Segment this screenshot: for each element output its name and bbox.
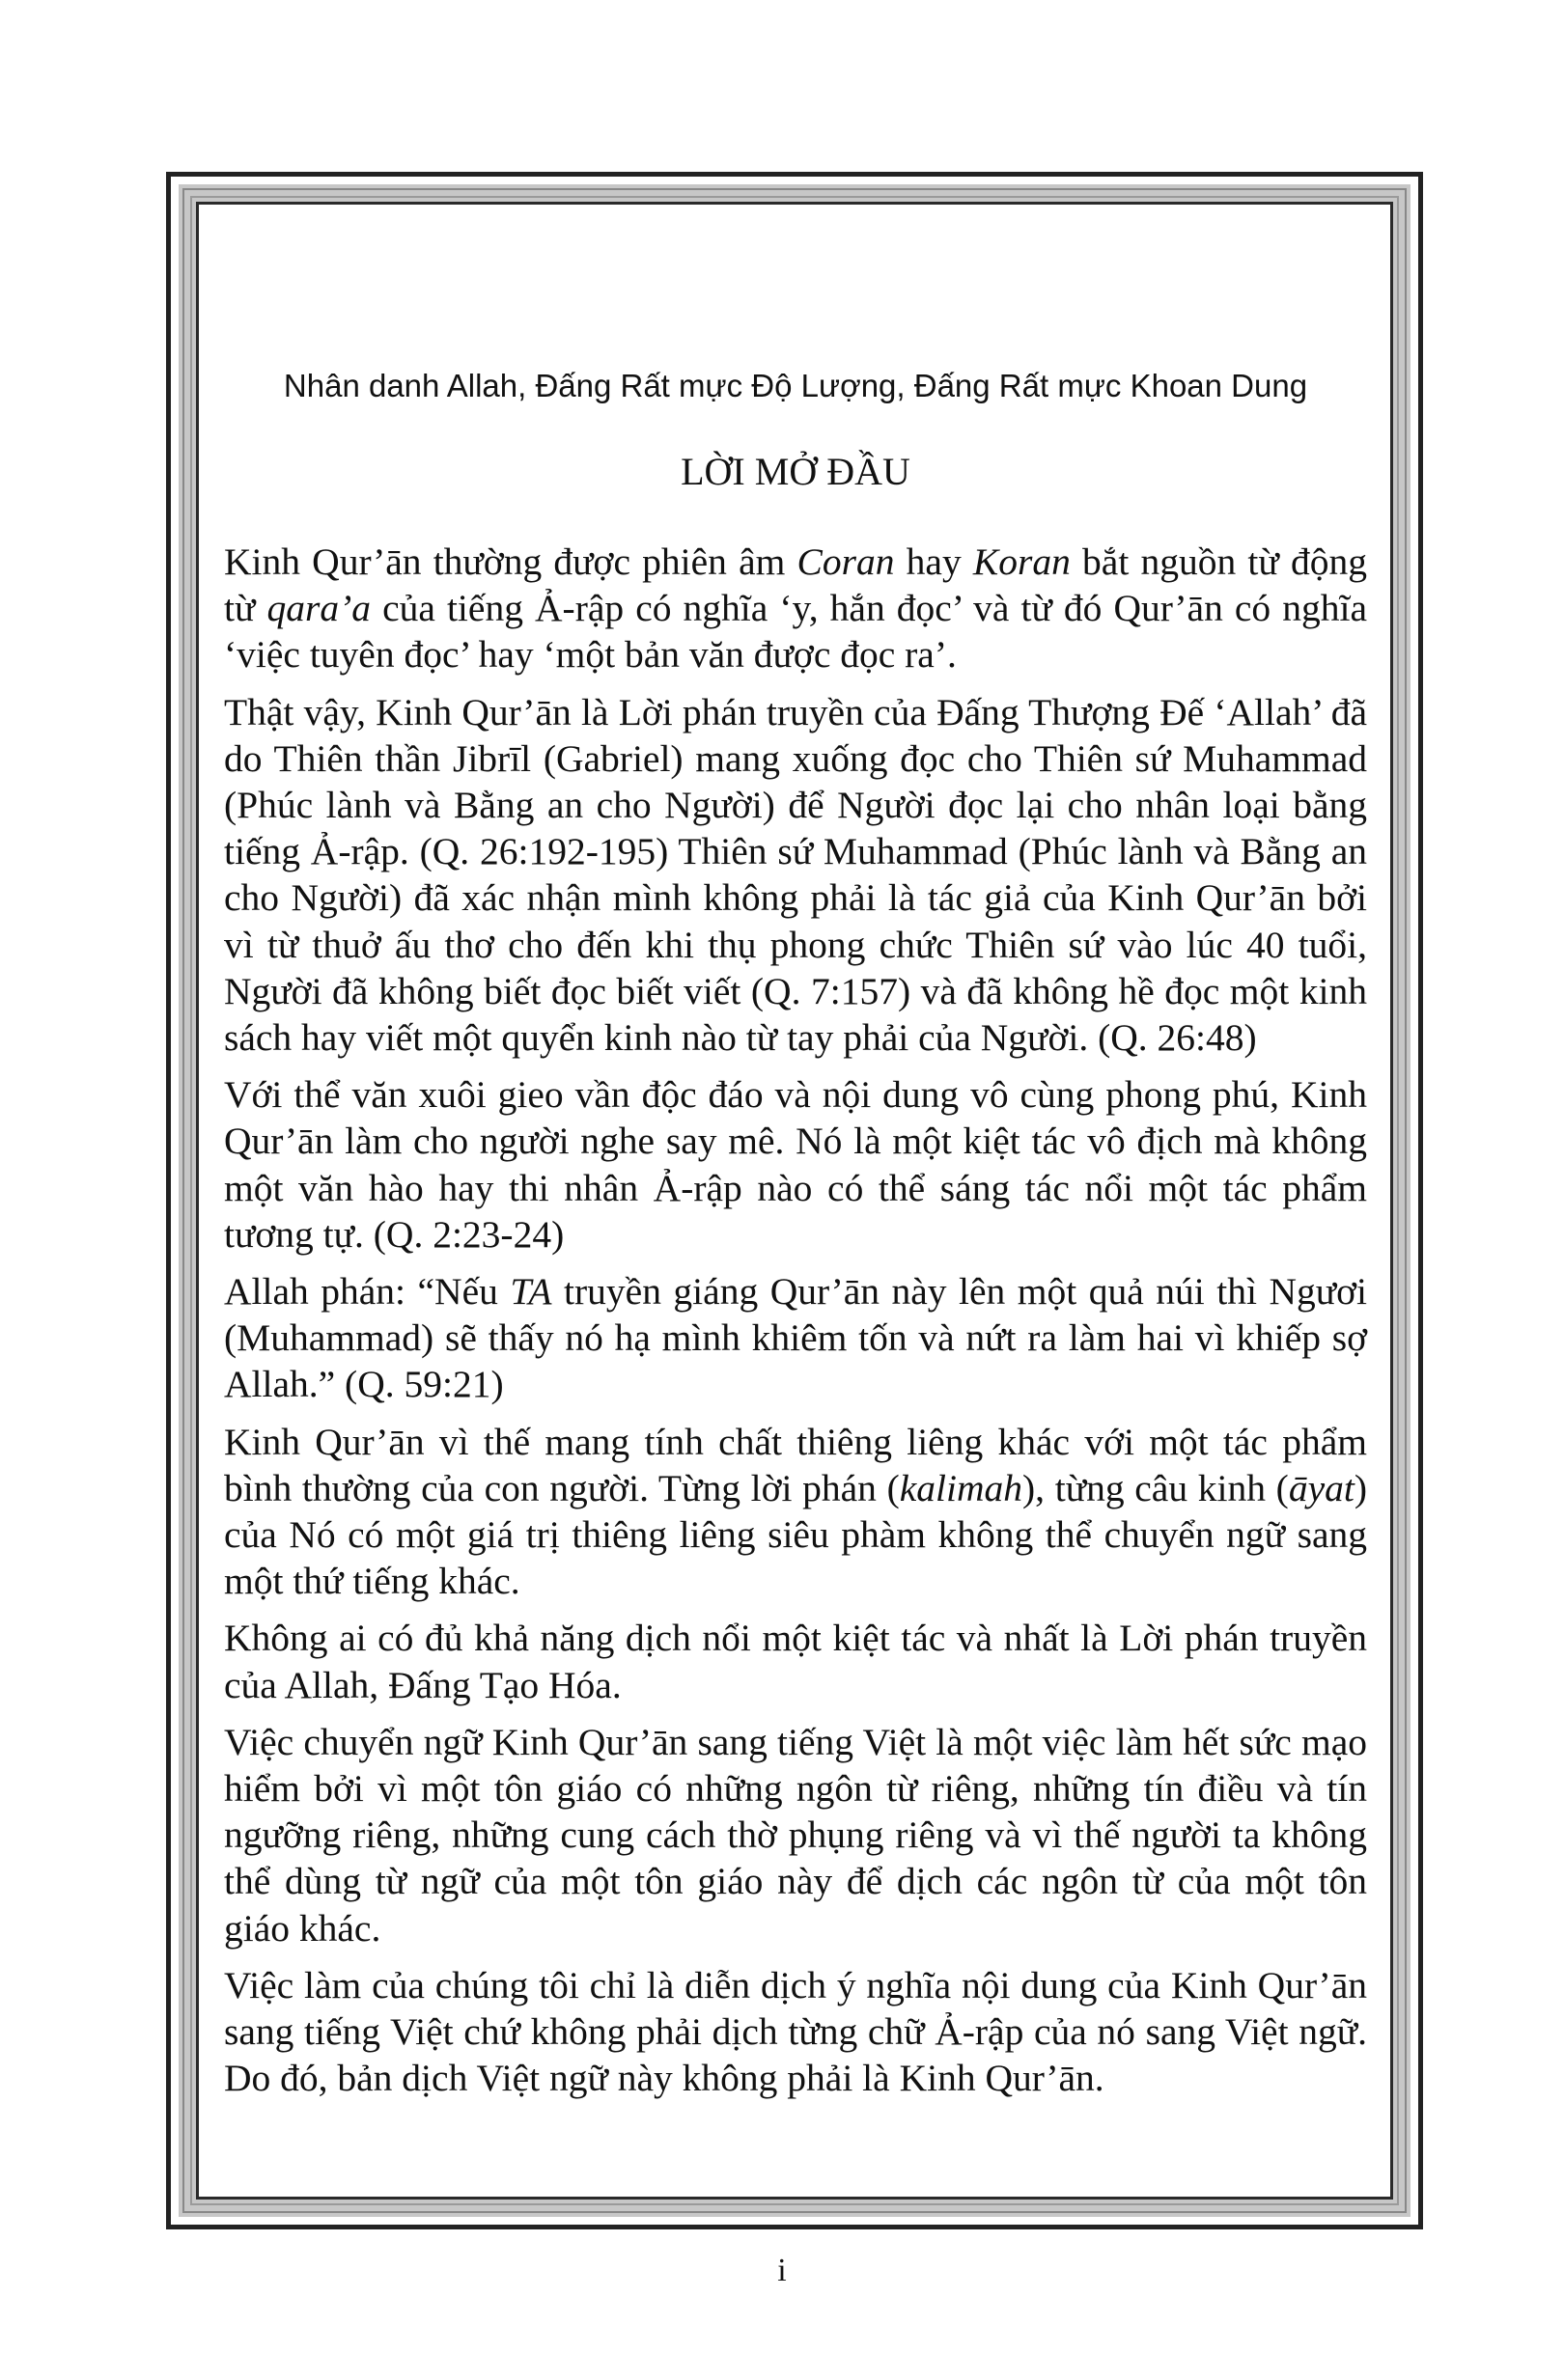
paragraph-2: Thật vậy, Kinh Qur’ān là Lời phán truyền của Đấng Thượng Đế ‘Allah’ đã do Thiên thần Jibrīl (Gabriel) mang xuống đọc cho Thiên sứ Muhammad (Phúc lành và Bằng an cho Người) để Người đọc lại cho nhân loại bằng tiếng Ả-rập. (Q. 26:192-195) Thiên sứ Muhammad (Phúc lành và Bằng an cho Người) đã xác nhận mình không phải là tác giả của Kinh Qur’ān bởi vì từ thuở ấu thơ cho đến khi thụ phong chức Thiên sứ vào lúc 40 tuổi, Người đã không biết đọc biết viết (Q. 7:157) và đã không hề đọc một kinh sách hay viết một quyển kinh nào từ tay phải của Người. (Q. 26:48) [224, 690, 1367, 1060]
paragraph-5-text-1: Kinh Qur’ān vì thế mang tính chất thiêng liêng khác với một tác phẩm bình thường của con người. Từng lời phán ( [224, 1420, 1367, 1509]
paragraph-5-text-3: ) của Nó có một giá trị thiêng liêng siêu phàm không thể chuyển ngữ sang một thứ tiếng khác. [224, 1466, 1367, 1603]
paragraph-1 [224, 539, 1367, 678]
paragraph-4-text-2: truyền giáng Qur’ān này lên một quả núi thì Ngươi (Muhammad) sẽ thấy nó hạ mình khiêm tốn và nứt ra làm hai vì khiếp sợ Allah.” (Q. 59:21) [224, 1270, 1367, 1406]
paragraph-5 [224, 1419, 1367, 1605]
paragraph-1-italic-koran: Koran [972, 540, 1071, 583]
paragraph-1-text-4: của tiếng Ả-rập có nghĩa ‘y, hắn đọc’ và từ đó Qur’ān có nghĩa ‘việc tuyên đọc’ hay ‘một bản văn được đọc ra’. [224, 587, 1368, 677]
paragraph-1-italic-qaraa: qara’a [266, 587, 371, 630]
paragraph-6: Không ai có đủ khả năng dịch nổi một kiệt tác và nhất là Lời phán truyền của Allah, Đấng Tạo Hóa. [224, 1617, 1367, 1706]
paragraph-5-text-2: ), từng câu kinh ( [1022, 1466, 1289, 1509]
paragraph-4 [224, 1268, 1367, 1408]
paragraph-5-italic-ayat: āyat [1288, 1466, 1355, 1509]
text-block [224, 365, 1367, 2102]
paragraph-5-italic-kalimah: kalimah [899, 1466, 1023, 1509]
paragraph-3: Với thể văn xuôi gieo vần độc đáo và nội dung vô cùng phong phú, Kinh Qur’ān làm cho người nghe say mê. Nó là một kiệt tác vô địch mà không một văn hào hay thi nhân Ả-rập nào có thể sáng tác nổi một tác phẩm tương tự. (Q. 2:23-24) [224, 1073, 1367, 1256]
paragraph-1-text-1: Kinh Qur’ān thường được phiên âm [224, 540, 797, 583]
paragraph-8: Việc làm của chúng tôi chỉ là diễn dịch ý nghĩa nội dung của Kinh Qur’ān sang tiếng Việt chứ không phải dịch từng chữ Ả-rập của nó sang Việt ngữ. Do đó, bản dịch Việt ngữ này không phải là Kinh Qur’ān. [224, 1963, 1367, 2100]
page-number: i [777, 2253, 787, 2288]
paragraph-4-italic-ta: TA [510, 1270, 552, 1314]
paragraph-7: Việc chuyển ngữ Kinh Qur’ān sang tiếng Việt là một việc làm hết sức mạo hiểm bởi vì một tôn giáo có những ngôn từ riêng, những tín điều và tín ngưỡng riêng, những cung cách thờ phụng riêng và vì thế người ta không thể dùng từ ngữ của một tôn giáo này để dịch các ngôn từ của một tôn giáo khác. [224, 1720, 1367, 1950]
page-title: LỜI MỞ ĐẦU [681, 450, 910, 493]
paragraph-1-text-3: bắt nguồn từ động từ [224, 540, 1367, 630]
paragraph-1-text-2: hay [894, 540, 973, 583]
basmala-line: Nhân danh Allah, Đấng Rất mực Độ Lượng, Đấng Rất mực Khoan Dung [283, 368, 1308, 403]
paragraph-4-text-1: Allah phán: “Nếu [224, 1270, 511, 1314]
paragraph-1-italic-coran: Coran [796, 540, 895, 583]
